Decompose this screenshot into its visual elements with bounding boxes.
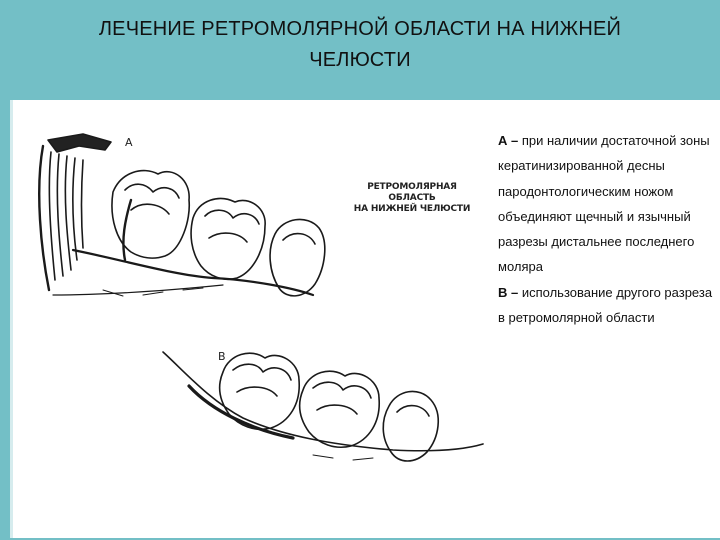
- molar-a2: [191, 199, 265, 280]
- scalpel-drawing: [39, 134, 111, 290]
- text-b: использование другого разреза в ретромолярной области: [498, 284, 713, 326]
- title-line-1: ЛЕЧЕНИЕ РЕТРОМОЛЯРНОЙ ОБЛАСТИ НА НИЖНЕЙ: [98, 18, 622, 40]
- figure-label-b: B: [218, 350, 226, 363]
- gum-line-b: [163, 352, 483, 451]
- caption-line-2: НА НИЖНЕЙ ЧЕЛЮСТИ: [353, 204, 471, 214]
- marker-b: В –: [498, 284, 519, 300]
- dental-illustration: [10, 100, 490, 538]
- paragraph-a: [498, 128, 714, 280]
- figure-caption: [353, 182, 471, 215]
- molar-b1: [220, 353, 300, 429]
- premolar-a: [270, 219, 325, 295]
- slide-title: [20, 14, 700, 76]
- figure-label-a: A: [125, 136, 133, 149]
- title-line-2: ЧЕЛЮСТИ: [309, 49, 411, 71]
- caption-line-1: РЕТРОМОЛЯРНАЯ ОБЛАСТЬ: [367, 182, 457, 203]
- marker-a: А –: [498, 133, 519, 148]
- paragraph-b: [498, 280, 714, 331]
- teeth-drawing: [13, 100, 490, 538]
- molar-b2: [300, 371, 380, 447]
- description-panel: [490, 100, 720, 538]
- text-a: при наличии достаточной зоны кератинизированной десны пародонтологическим ножом объединяют щечный и язычный разрезы дистальнее последнего моляра: [498, 133, 710, 275]
